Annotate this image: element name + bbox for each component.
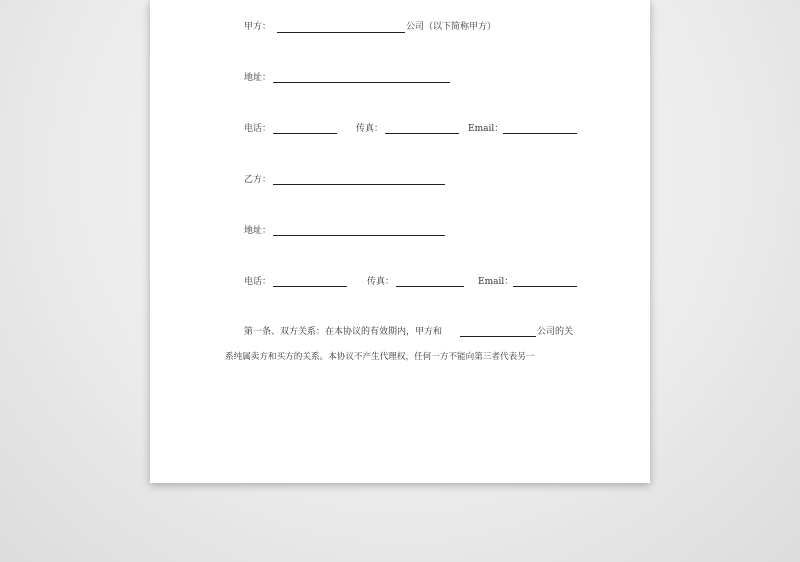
phone-label-b: 电话： — [244, 277, 272, 287]
fax-label-b: 传真： — [367, 277, 395, 287]
address-a-blank[interactable] — [273, 82, 450, 83]
address-label-a: 地址： — [244, 73, 272, 83]
fax-b-blank[interactable] — [396, 286, 464, 287]
clause-line-1-end: 公司的关 — [537, 327, 574, 337]
clause-line-1-start: 第一条、双方关系：在本协议的有效期内，甲方和 — [244, 327, 443, 337]
clause-company-blank[interactable] — [460, 336, 536, 337]
email-label-a: Email： — [468, 124, 504, 134]
party-a-label: 甲方： — [244, 22, 272, 32]
party-a-blank[interactable] — [277, 32, 405, 33]
phone-label-a: 电话： — [244, 124, 272, 134]
party-a-suffix: 公司（以下简称甲方） — [406, 22, 497, 32]
email-b-blank[interactable] — [513, 286, 577, 287]
phone-a-blank[interactable] — [273, 133, 337, 134]
address-label-b: 地址： — [244, 226, 272, 236]
email-label-b: Email： — [478, 277, 514, 287]
fax-a-blank[interactable] — [385, 133, 459, 134]
clause-line-2: 系纯属卖方和买方的关系。本协议不产生代理权，任何一方不能向第三者代表另一 — [225, 352, 535, 362]
party-b-blank[interactable] — [273, 184, 445, 185]
document-page — [150, 0, 650, 483]
fax-label-a: 传真： — [356, 124, 384, 134]
address-b-blank[interactable] — [273, 235, 445, 236]
phone-b-blank[interactable] — [273, 286, 347, 287]
email-a-blank[interactable] — [503, 133, 577, 134]
party-b-label: 乙方： — [244, 175, 272, 185]
